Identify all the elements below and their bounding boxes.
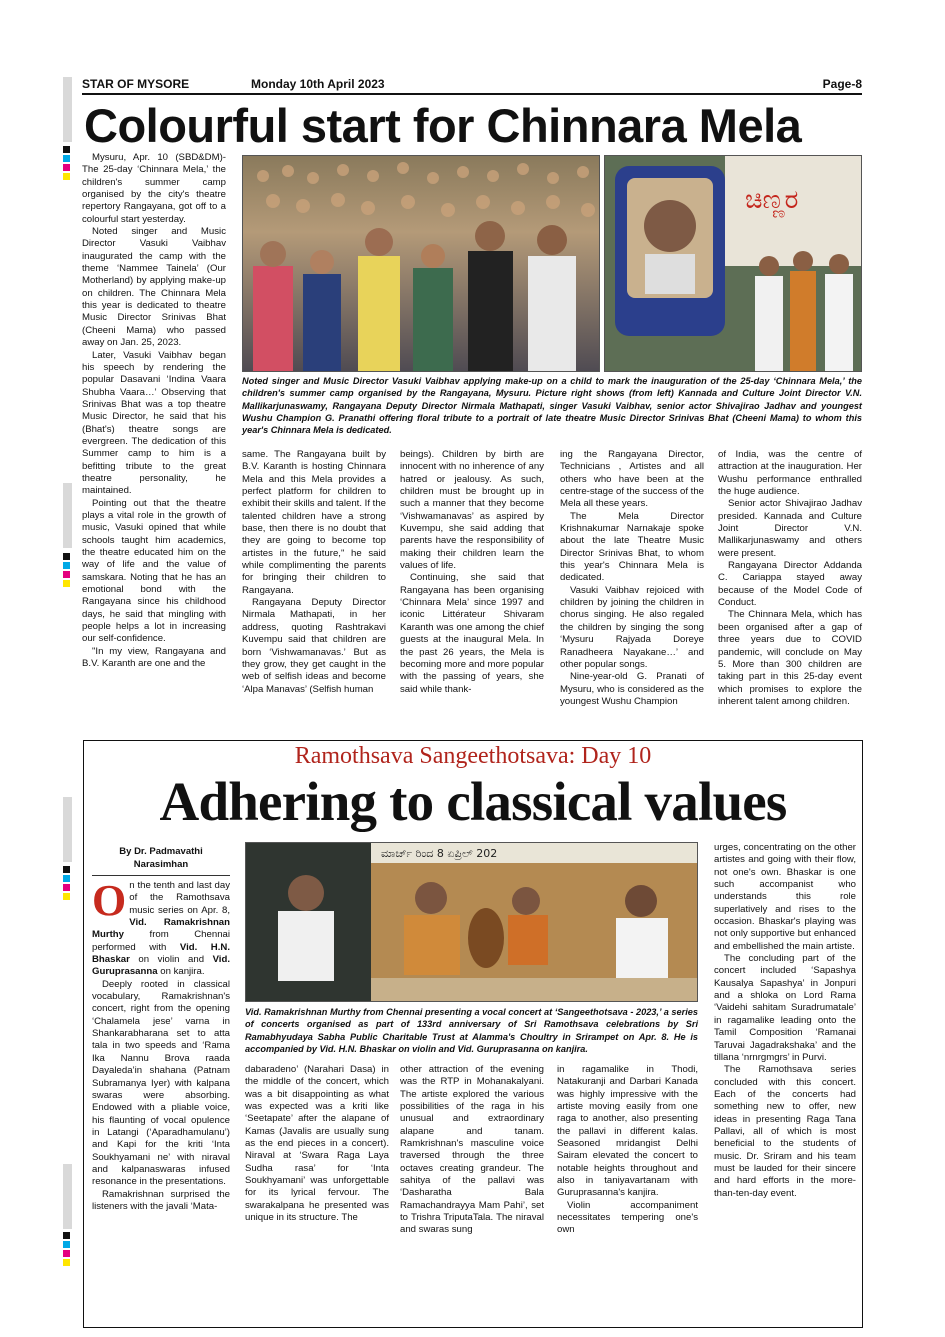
registration-cyan — [63, 155, 70, 162]
registration-yellow-2 — [63, 580, 70, 587]
paragraph: Nine-year-old G. Pranati of Mysuru, who is considered as the youngest Wushu Champion — [560, 671, 704, 707]
lead-text: on kanjira. — [157, 966, 205, 978]
registration-black-4 — [63, 1232, 70, 1239]
photo-vocal-concert — [245, 842, 698, 1002]
paragraph: Violin accompaniment necessitates tempering one's own — [557, 1199, 698, 1236]
artist-name: Vid. Ramakrishnan Murthy — [92, 917, 230, 941]
margin-bar-lower — [63, 797, 72, 862]
paragraph: in ragamalike in Thodi, Natakuranji and Darbari Kanada was highly impressive with the artiste moving easily from one raga to another, also presenting the pallavi in different kalas. Seasoned mridangist Delhi Sairam elevated the concert to notable heights throughout and also in taniyavartanam with Guruprasanna's kanjira. — [557, 1064, 698, 1199]
page-header — [82, 77, 862, 93]
registration-magenta-3 — [63, 884, 70, 891]
drop-cap: O — [92, 876, 127, 925]
issue-date: Monday 10th April 2023 — [251, 77, 385, 91]
paragraph: Noted singer and Music Director Vasuki Vaibhav inaugurated the camp with the theme ‘Nammee Tainela’ (Our Motherland) by applying make-up on children. The Chinnara Mela this year is dedicated to theatre Music Director Srinivas Bhat (Cheeni Mama) who passed away on Jan. 25, 2023. — [82, 226, 226, 349]
story1-photo-caption: Noted singer and Music Director Vasuki Vaibhav applying make-up on a child to mark the inauguration of the 25-day ‘Chinnara Mela,’ the children's summer camp organised by the Rangayana, Mysuru. Picture right shows (from left) Kannada and Culture Joint Director V.N. Mallikarjunaswamy, Rangayana Deputy Director Nirmala Mathapati, singer Vasuki Vaibhav, senior actor Shivajirao Jadhav and youngest Wushu Champion G. Pranathi offering floral tribute to a portrait of late theatre Music Director Srinivas Bhat (Cheeni Mama) to whom this year's Chinnara Mela is dedicated. — [242, 376, 862, 436]
registration-black — [63, 146, 70, 153]
registration-cyan-4 — [63, 1241, 70, 1248]
lead-text: n the tenth and last day of the Ramothsava music series on Apr. 8, — [129, 880, 230, 916]
registration-black-3 — [63, 866, 70, 873]
photo-children-makeup — [242, 155, 600, 372]
story1-column-4 — [560, 449, 704, 708]
lead-paragraph — [92, 876, 230, 979]
paragraph: dabaradeno’ (Narahari Dasa) in the middle of the concert, which was a bit disappointing as what was expected was a kriti like ‘Seetapate’ after the alapane of Kamas (Javalis are usually sung as the end pieces in a concert). Niraval at ‘Swara Raga Laya Sudha rasa’ for ‘Inta Soukhyamani’ was unforgettable for its lyrical fervour. The swarakalpana he presented was unique in its structure. The — [245, 1064, 389, 1224]
headline-chinnara-mela: Colourful start for Chinnara Mela — [84, 99, 802, 152]
paragraph: Later, Vasuki Vaibhav began his speech by rendering the popular Dasavani ‘Indina Vaara Shubha Vaara…’ Observing that Srinivas Bhat was a top theatre Music Director, he said that his (Bhat's) theatre songs are evergreen. The dedication of this Summer camp to him is a befitting tribute to the great theatre personality, he maintained. — [82, 349, 226, 497]
artist-name: Vid. Guruprasanna — [92, 954, 230, 978]
story2-column-4 — [557, 1064, 698, 1237]
paragraph: The Ramothsava series concluded with this concert. Each of the concerts had something new to offer, new ideas in presenting Raga Tana Pallavi, all of which is most beneficial to the students of music. Dr. Sriram and his team must be lauded for their sincere and hard efforts in the more-than-ten-day event. — [714, 1064, 856, 1199]
header-rule — [82, 93, 862, 95]
paragraph: The Chinnara Mela, which has been organised after a gap of three years due to COVID pandemic, will conclude on May 5. More than 300 children are taking part in this 25-day event which promises to explore the inherent talent among children. — [718, 609, 862, 707]
paragraph: beings). Children by birth are innocent with no inherence of any hatred or jealousy. As such, children must be brought up in such a manner that they become ‘Vishwamanavas’ as aspired by Kuvempu, she said adding that parents have the responsibility of making their children learn the values of life. — [400, 449, 544, 572]
paragraph: The concluding part of the concert included ‘Sapashya Kausalya Sapashya’ in Jonpuri and a shloka on Lord Rama ‘Vaidehi sahitam Suradrumatale’ in ragamalike leading onto the Tamil Composition ‘Ramanai Taruvai Jagadrakshaka’ and the tillana ‘nrnrgmgrs’ in Purvi. — [714, 953, 856, 1063]
story1-column-1 — [82, 152, 226, 670]
story2-kicker: Ramothsava Sangeethotsava: Day 10 — [294, 743, 652, 769]
byline: By Dr. Padmavathi Narasimhan — [119, 846, 203, 870]
paragraph: Senior actor Shivajirao Jadhav presided. Kannada and Culture Joint Director V.N. Mallikarjunaswamy and others were present. — [718, 498, 862, 559]
paragraph: Ramakrishnan surprised the listeners with the javali ‘Mata- — [92, 1188, 230, 1212]
artist-name: Vid. H.N. Bhaskar — [92, 941, 230, 966]
margin-bar-mid — [63, 483, 72, 548]
photo-floral-tribute — [604, 155, 862, 372]
registration-magenta-4 — [63, 1250, 70, 1257]
story2-photo-caption: Vid. Ramakrishnan Murthy from Chennai presenting a vocal concert at ‘Sangeethotsava - 2023,’ a series of concerts organised as part of 133rd anniversary of Sri Ramothsava celebrations by Sri Ramabhyudaya Sabha Public Charitable Trust at Alamma's Choultry in Srirampet on Apr. 8. He is accompanied by Vid. H.N. Bhaskar on violin and Vid. Guruprasanna on kanjira. — [245, 1007, 698, 1054]
registration-cyan-3 — [63, 875, 70, 882]
paragraph: urges, concentrating on the other artistes and going with their flow, not one's own. Bhaskar is one such accompanist who understands this role superlatively and rises to the occasion. Bhaskar's playing was not only supportive but enhanced and embellished the main artiste. — [714, 842, 856, 952]
margin-bar-top — [63, 77, 72, 142]
lead-text: on violin and — [129, 954, 213, 966]
margin-bar-bottom — [63, 1164, 72, 1229]
svg-text:ಚಿಣ್ಣರ: ಚಿಣ್ಣರ — [745, 185, 799, 215]
registration-cyan-2 — [63, 562, 70, 569]
paragraph: Continuing, she said that Rangayana has been organising ‘Chinnara Mela’ since 1997 and iconic Littérateur Shivaram Karanth was one among the chief guests at the inaugural Mela. In the past 26 years, the Mela is becoming more and more popular with the passing of years, she said while thank- — [400, 572, 544, 695]
page-number: Page-8 — [822, 77, 862, 91]
story2-column-1 — [92, 876, 230, 1213]
story1-column-2 — [242, 449, 386, 696]
paragraph: other attraction of the evening was the RTP in Mohanakalyani. The artiste explored the various possibilities of the raga in his unusual and extraordinary alapane and tanam. Ramkrishnan's masculine voice traversed through the three octaves creating grandeur. The sahitya of the pallavi was ‘Dasharatha Bala Ramachandrayya Mam Pahi’, set to Trishra TriputaTala. The niraval and swaras sung — [400, 1064, 544, 1236]
lead-text: from Chennai performed with — [92, 929, 230, 953]
paragraph: Vasuki Vaibhav rejoiced with children by joining the children in chorus singing. He also regaled the children by singing the song ‘Mysuru Rajyada Doreye Ranadheera Nayakane…’ and other popular songs. — [560, 584, 704, 670]
paragraph: The Mela Director Krishnakumar Narnakaje spoke about the late Theatre Music Director Srinivas Bhat, to whom this year's Chinnara Mela is dedicated. — [560, 510, 704, 584]
story2-column-2 — [245, 1064, 389, 1224]
paragraph: ing the Rangayana Director, Technicians , Artistes and all others who have been at the centre-stage of the success of the Mela all these years. — [560, 449, 704, 510]
story2-column-5 — [714, 842, 856, 1200]
registration-black-2 — [63, 553, 70, 560]
registration-magenta — [63, 164, 70, 171]
registration-magenta-2 — [63, 571, 70, 578]
paragraph: Rangayana Deputy Director Nirmala Mathapati, in her address, quoting Rashtrakavi Kuvempu said that children are born ‘Vishwamanavas.’ But as they grow, they get caught in the web of selfish ideas and become ‘Alpa Manavas’ (Selfish human — [242, 597, 386, 695]
paragraph: "In my view, Rangayana and B.V. Karanth are one and the — [82, 645, 226, 670]
paper-name: STAR OF MYSORE — [82, 77, 190, 91]
registration-yellow — [63, 173, 70, 180]
paragraph: same. The Rangayana built by B.V. Karanth is hosting Chinnara Mela and this Mela provides a perfect platform for children to exhibit their skills and talent. If the talented children have a strong base, then there is no doubt that they are going to become top artistes in the future," he said while complimenting the parents for bringing their children to Rangayana. — [242, 449, 386, 596]
registration-yellow-4 — [63, 1259, 70, 1266]
story1-column-3 — [400, 449, 544, 696]
story1-column-5 — [718, 449, 862, 708]
paragraph: Rangayana Director Addanda C. Cariappa stayed away because of the Model Code of Conduct. — [718, 560, 862, 609]
paragraph: Deeply rooted in classical vocabulary, Ramakrishnan's concert, right from the opening ‘Chalamela jese’ varna in Shankarabharana set to atta tala in two speeds and ‘Rama Ika Nannu Brova raada Dayaleda’in shahana (Patnam Subramanya Iyer) with kalpana swaras were absorbing. Endowed with a pliable voice, his flaunting of vocal opulence in Latangi (‘Aparadhamulanu’) and Kapi for the kriti ‘Inta Soukhyamani ne’ with niraval and kalpanaswaras infused resonance in the presentations. — [92, 978, 230, 1188]
headline-classical-values: Adhering to classical values — [159, 771, 787, 832]
paragraph: Mysuru, Apr. 10 (SBD&DM)-The 25-day ‘Chinnara Mela,’ the children's summer camp organised by the city's theatre repertory Rangayana, got off to a colourful start yesterday. — [82, 152, 226, 225]
registration-yellow-3 — [63, 893, 70, 900]
banner-text: ಮಾರ್ಚ್ ರಿಂದ 8 ಏಪ್ರಿಲ್ 202 — [381, 847, 498, 860]
paragraph: Pointing out that the theatre plays a vital role in the growth of music, Vasuki opined that while schools taught him academics, the theatre educated him on the way of life and the value of samskara. Noting that he has an emotional bond with the Rangayana since his childhood days, he said that mingling with people helps a lot in increasing our self-confidence. — [82, 497, 226, 645]
paragraph: of India, was the centre of attraction at the inauguration. Her Wushu performance enthralled the huge audience. — [718, 449, 862, 498]
story2-column-3 — [400, 1064, 544, 1237]
